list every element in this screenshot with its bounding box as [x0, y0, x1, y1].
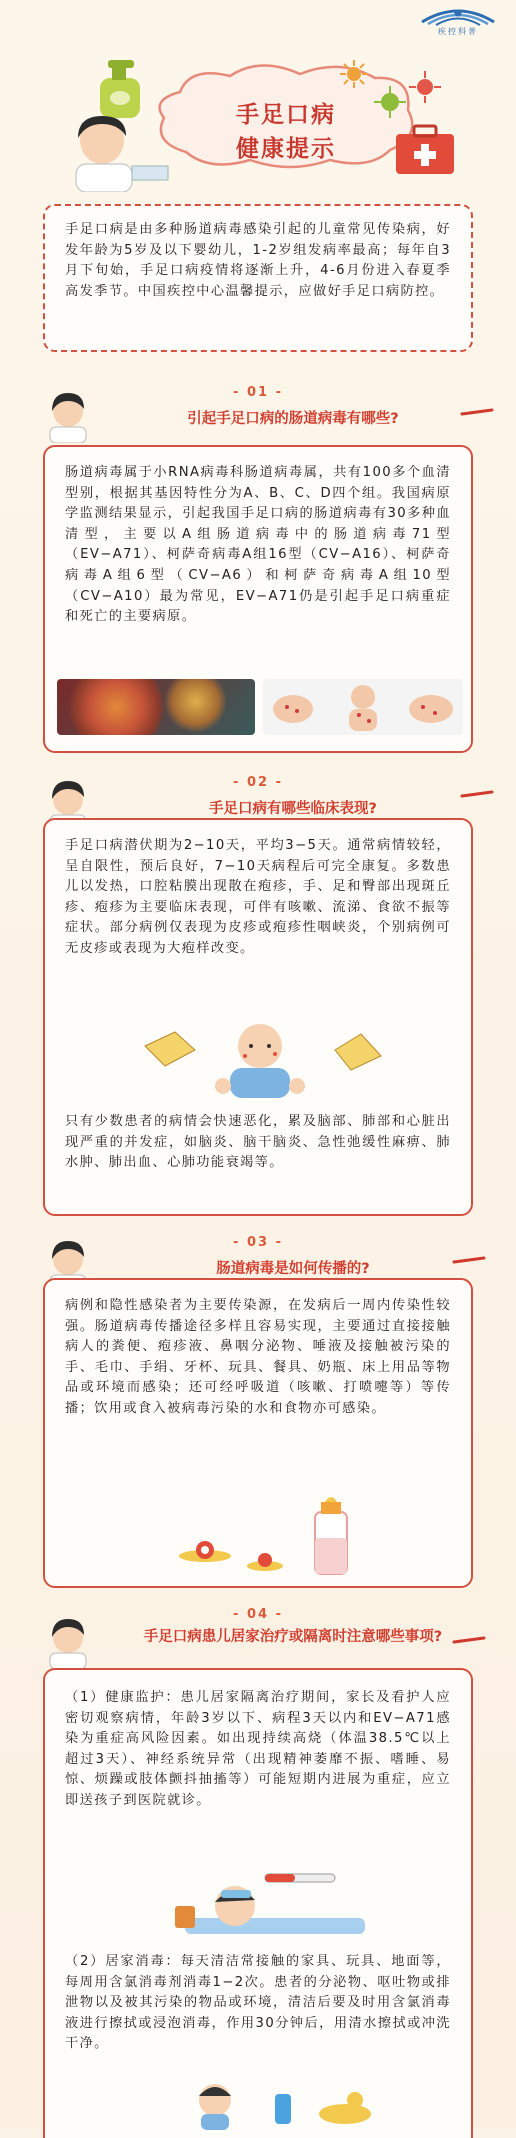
section-04-header	[0, 1607, 516, 1671]
virus-icon	[408, 70, 442, 104]
logo	[414, 4, 502, 38]
infant-rash-photo	[263, 679, 463, 735]
banner-line1: 手足口病	[236, 102, 336, 128]
section-title: 手足口病有哪些临床表现?	[209, 801, 377, 817]
section-paragraph: 肠道病毒属于小RNA病毒科肠道病毒属，共有100多个血清型别，根据其基因特性分为A、B、C、D四个组。我国病原学监测结果显示，引起我国手足口病的肠道病毒有30多种血清型，主要以A组肠道病毒中的肠道病毒71型（EV−A71）、柯萨奇病毒A组16型（CV−A16）、柯萨奇病毒A组6型（CV−A6）和柯萨奇病毒A组10型（CV−A10）最为常见，EV−A71仍是引起手足口病重症和死亡的主要病原。	[65, 465, 451, 625]
section-02-card	[43, 818, 473, 1216]
section-04-card	[43, 1668, 473, 2138]
baby-bottle-pacifier-illustration	[165, 1494, 385, 1578]
section-01-card	[43, 445, 473, 753]
header	[0, 0, 516, 195]
section-number: - 01 -	[233, 385, 283, 400]
sick-baby-illustration	[125, 1016, 395, 1104]
section-paragraph: 病例和隐性感染者为主要传染源，在发病后一周内传染性较强。肠道病毒传播途径多样且容易实现，主要通过直接接触病人的粪便、疱疹液、鼻咽分泌物、唾液及接触被污染的手、毛巾、手绢、牙杯、玩具、餐具、奶瓶、床上用品等物品或环境而感染；还可经呼吸道（咳嗽、打喷嚏等）等传播；饮用或食入被病毒污染的水和食物亦可感染。	[65, 1298, 451, 1416]
section-paragraph: （2）居家消毒：每天清洁常接触的家具、玩具、地面等，每周用含氯消毒剂消毒1−2次。患者的分泌物、呕吐物或排泄物以及被其污染的物品或环境，清洁后要及时用含氯消毒液进行擦拭或浸泡消毒，作用30分钟后，用清水擦拭或冲洗干净。	[65, 1954, 451, 2052]
arrow-icon	[452, 1635, 486, 1645]
virus-icon	[372, 84, 408, 120]
arrow-icon	[460, 407, 494, 417]
virus-photo	[57, 679, 255, 735]
section-number: - 03 -	[233, 1235, 283, 1250]
infant-rash-illustration	[263, 679, 463, 735]
medicine-kit-icon	[392, 120, 458, 178]
section-number: - 04 -	[233, 1607, 283, 1622]
intro-card	[43, 204, 473, 352]
section-number: - 02 -	[233, 775, 283, 790]
sick-child-thermometer-illustration	[165, 1866, 385, 1942]
section-title: 手足口病患儿居家治疗或隔离时注意哪些事项?	[143, 1629, 443, 1645]
doctor-mini-icon	[40, 1617, 96, 1669]
section-03-card	[43, 1278, 473, 1588]
arrow-icon	[460, 789, 494, 799]
logo-text: 疾控科普	[438, 27, 478, 36]
section-paragraph: （1）健康监护：患儿居家隔离治疗期间，家长及看护人应密切观察病情，年龄3岁以下、病程3天以内和EV−A71感染为重症高风险因素。如出现持续高烧（体温38.5℃以上超过3天）、神经系统异常（出现精神萎靡不振、嗜睡、易惊、烦躁或肢体颤抖抽搐等）可能短期内进展为重症，应立即送孩子到医院就诊。	[65, 1690, 451, 1808]
section-paragraph: 只有少数患者的病情会快速恶化，累及脑部、肺部和心脏出现严重的并发症，如脑炎、脑干脑炎、急性弛缓性麻痹、肺水肿、肺出血、心肺功能衰竭等。	[65, 1114, 451, 1171]
virus-icon	[338, 58, 370, 90]
book-wave-icon	[418, 4, 498, 26]
section-title: 引起手足口病的肠道病毒有哪些?	[187, 411, 399, 427]
arrow-icon	[452, 1255, 486, 1265]
intro-text: 手足口病是由多种肠道病毒感染引起的儿童常见传染病，好发年龄为5岁及以下婴幼儿，1-2岁组发病率最高；每年自3月下旬始，手足口病疫情将逐渐上升，4-6月份进入春夏季高发季节。中国疾控中心温馨提示，应做好手足口病防控。	[65, 222, 451, 299]
section-paragraph: 手足口病潜伏期为2−10天，平均3−5天。通常病情较轻，呈自限性，预后良好，7−10天病程后可完全康复。多数患儿以发热，口腔粘膜出现散在疱疹，手、足和臀部出现斑丘疹、疱疹为主要临床表现，可伴有咳嗽、流涕、食欲不振等症状。部分病例仅表现为皮疹或疱疹性咽峡炎，个别病例可无皮疹或表现为大疱样改变。	[65, 838, 451, 956]
section-title: 肠道病毒是如何传播的?	[216, 1261, 370, 1277]
banner-line2: 健康提示	[236, 136, 336, 162]
section-01-header	[0, 385, 516, 449]
cleaning-illustration	[155, 2074, 395, 2130]
